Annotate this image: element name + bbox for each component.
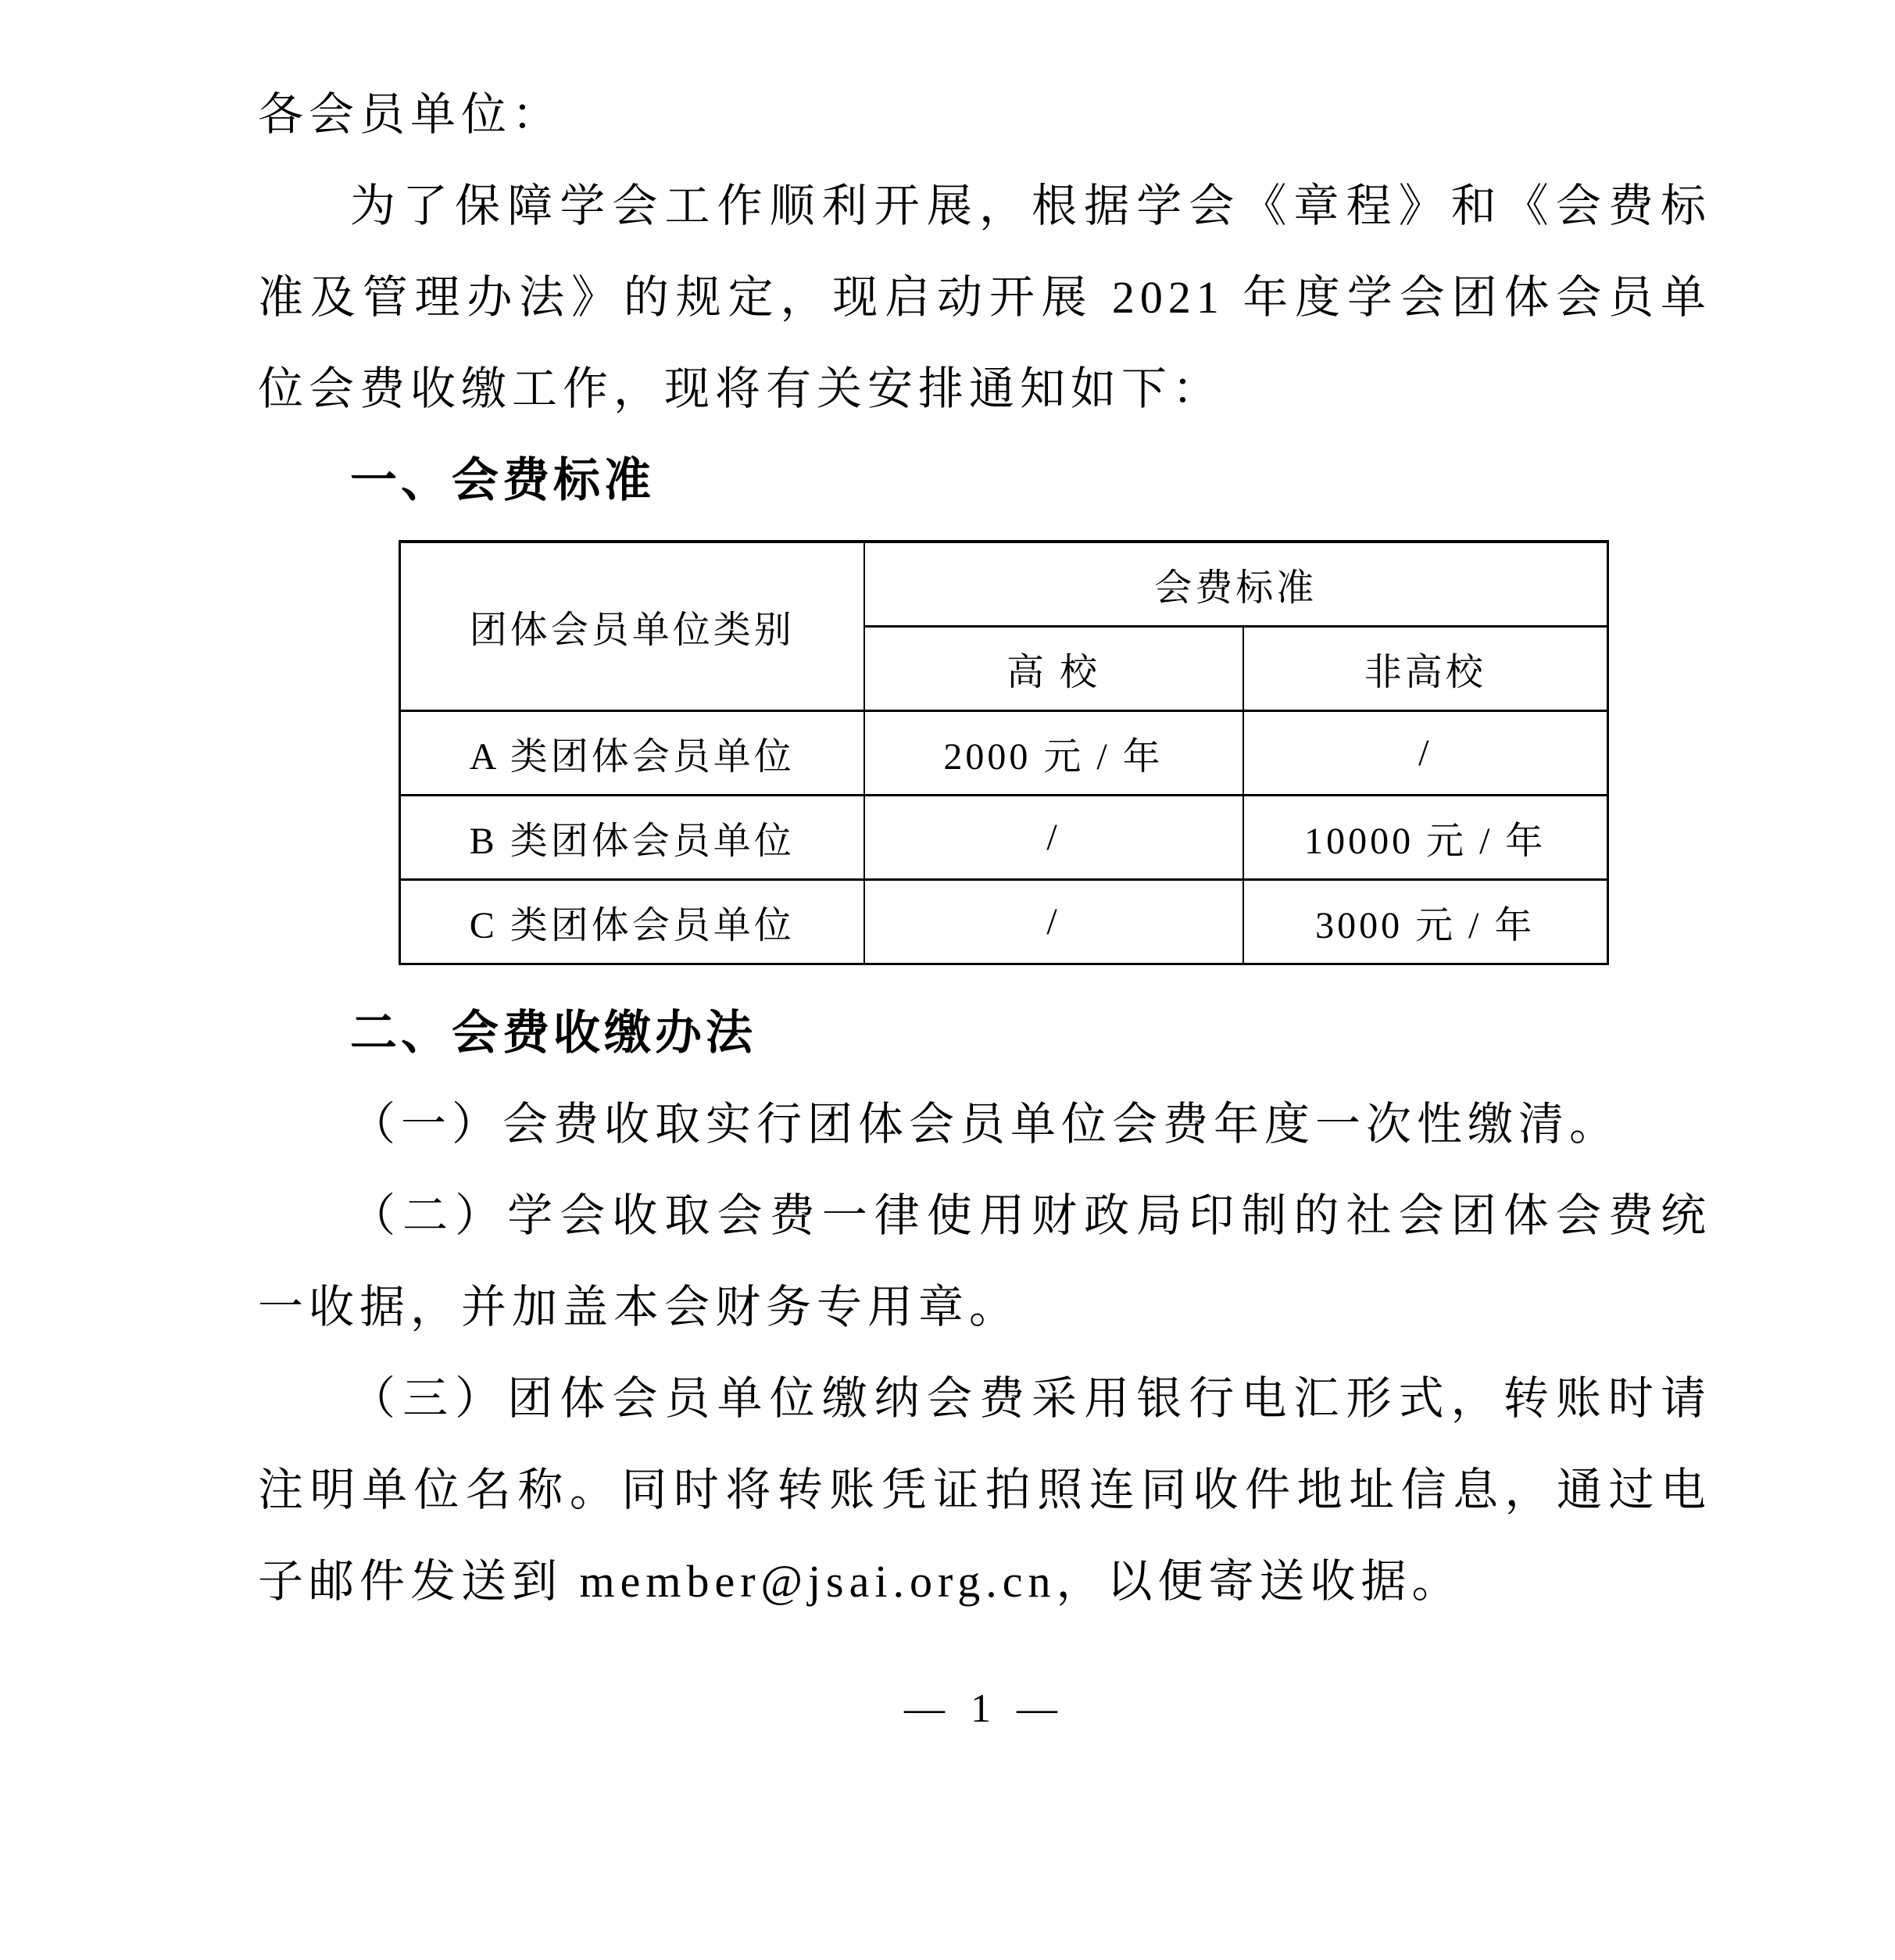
university-fee-cell: / [864,796,1243,880]
section-1-heading: 一、会费标准 [350,454,655,506]
non-university-fee-cell: 3000 元 / 年 [1243,880,1608,964]
non-university-header-cell: 非高校 [1243,627,1608,711]
intro-line-2: 准及管理办法》的规定，现启动开展 2021 年度学会团体会员单 [258,272,1711,323]
item-3-line-3: 子邮件发送到 member@jsai.org.cn，以便寄送收据。 [258,1556,1463,1607]
university-header-cell: 高 校 [864,627,1243,711]
intro-line-1: 为了保障学会工作顺利开展，根据学会《章程》和《会费标 [350,181,1711,231]
fee-table-header-row-1 [400,542,1608,627]
category-header-cell: 团体会员单位类别 [400,542,864,711]
fee-standard-header-cell: 会费标准 [864,542,1608,627]
category-cell: C 类团体会员单位 [400,880,864,964]
item-2-line-1: （二）学会收取会费一律使用财政局印制的社会团体会费统 [350,1190,1711,1241]
category-cell: B 类团体会员单位 [400,796,864,880]
item-3-line-1: （三）团体会员单位缴纳会费采用银行电汇形式，转账时请 [350,1373,1711,1424]
page-number: — 1 — [904,1686,1065,1731]
section-2-heading: 二、会费收缴办法 [350,1007,756,1059]
fee-table [399,540,1609,965]
item-3-line-2: 注明单位名称。同时将转账凭证拍照连同收件地址信息，通过电 [258,1465,1711,1515]
category-cell: A 类团体会员单位 [400,711,864,796]
university-fee-cell: / [864,880,1243,964]
fee-table-row-c [400,880,1608,964]
fee-table-row-a [400,711,1608,796]
non-university-fee-cell: 10000 元 / 年 [1243,796,1608,880]
salutation: 各会员单位： [258,89,563,140]
non-university-fee-cell: / [1243,711,1608,796]
fee-table-row-b [400,796,1608,880]
intro-line-3: 位会费收缴工作，现将有关安排通知如下： [258,363,1224,414]
item-1-line-1: （一）会费收取实行团体会员单位会费年度一次性缴清。 [350,1099,1621,1150]
item-2-line-2: 一收据，并加盖本会财务专用章。 [258,1282,1021,1332]
university-fee-cell: 2000 元 / 年 [864,711,1243,796]
notice-body [258,69,1711,1748]
